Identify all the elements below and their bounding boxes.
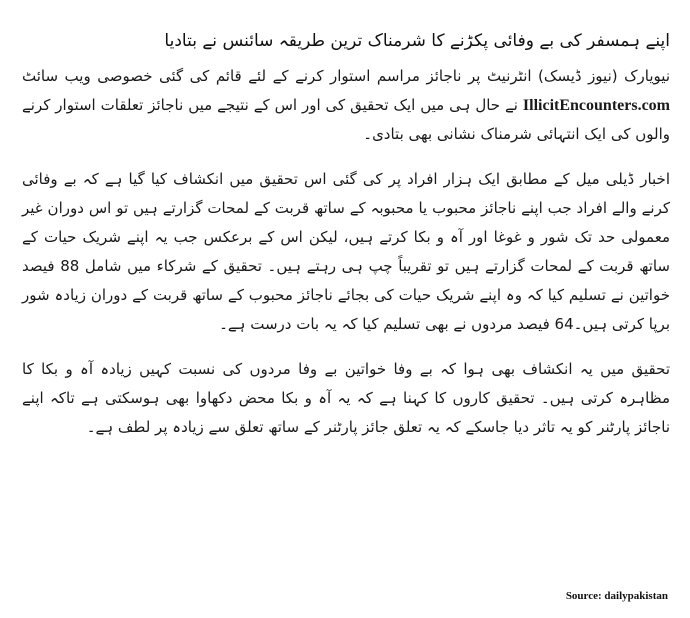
source-credit: Source: dailypakistan xyxy=(565,590,668,602)
men-percentage: 64 xyxy=(554,315,574,333)
article xyxy=(22,28,670,456)
intro-text-before: نیویارک (نیوز ڈیسک) انٹرنیٹ پر ناجائز مراسم استوار کرنے کے لئے قائم کی گئی خصوصی ویب سائٹ xyxy=(22,67,670,85)
paragraph-findings: تحقیق میں یہ انکشاف بھی ہوا کہ بے وفا خواتین بے وفا مردوں کی نسبت کہیں زیادہ آہ و بکا کا مظاہرہ کرتی ہیں۔ تحقیق کاروں کا کہنا ہے کہ یہ آہ و بکا محض دکھاوا بھی ہوسکتی ہے تاکہ اپنے ناجائز پارٹنر کو یہ تاثر دیا جاسکے کہ یہ تعلق جائز پارٹنر کے ساتھ تعلق سے زیادہ پر لطف ہے۔ xyxy=(22,360,670,436)
website-name: IllicitEncounters.com xyxy=(522,97,670,114)
study-text-part1: اخبار ڈیلی میل کے مطابق ایک ہزار افراد پر کی گئی اس تحقیق میں انکشاف کیا گیا ہے کہ بے وفائی کرنے والے افراد جب اپنے ناجائز محبوب یا محبوبہ کے ساتھ قربت کے لمحات گزارتے ہیں تو اس دوران غیر معمولی حد تک شور و غوغا اور آہ و بکا کرتے ہیں، لیکن اس کے برعکس جب یہ اپنے شریک حیات کے ساتھ قربت کے لمحات گزارتے ہیں تو تقریباً چپ ہی رہتے ہیں۔ تحقیق کے شرکاء میں شامل xyxy=(22,170,670,275)
women-percentage: 88 xyxy=(60,257,80,275)
paragraph-study xyxy=(22,165,670,339)
paragraph-intro xyxy=(22,62,670,149)
article-headline: اپنے ہمسفر کی بے وفائی پکڑنے کا شرمناک ترین طریقہ سائنس نے بتادیا xyxy=(164,31,670,51)
study-text-part2: فیصد خواتین نے تسلیم کیا کہ وہ اپنے شریک حیات کی بجائے ناجائز محبوب کے ساتھ قربت کے دوران زیادہ شور برپا کرتی ہیں۔ xyxy=(22,257,670,333)
study-text-part3: فیصد مردوں نے بھی تسلیم کیا کہ یہ بات درست ہے۔ xyxy=(219,315,550,333)
intro-text-after: نے حال ہی میں ایک تحقیق کی اور اس کے نتیجے میں ناجائز تعلقات استوار کرنے والوں کی ایک انتہائی شرمناک نشانی بھی بتادی۔ xyxy=(22,96,670,143)
